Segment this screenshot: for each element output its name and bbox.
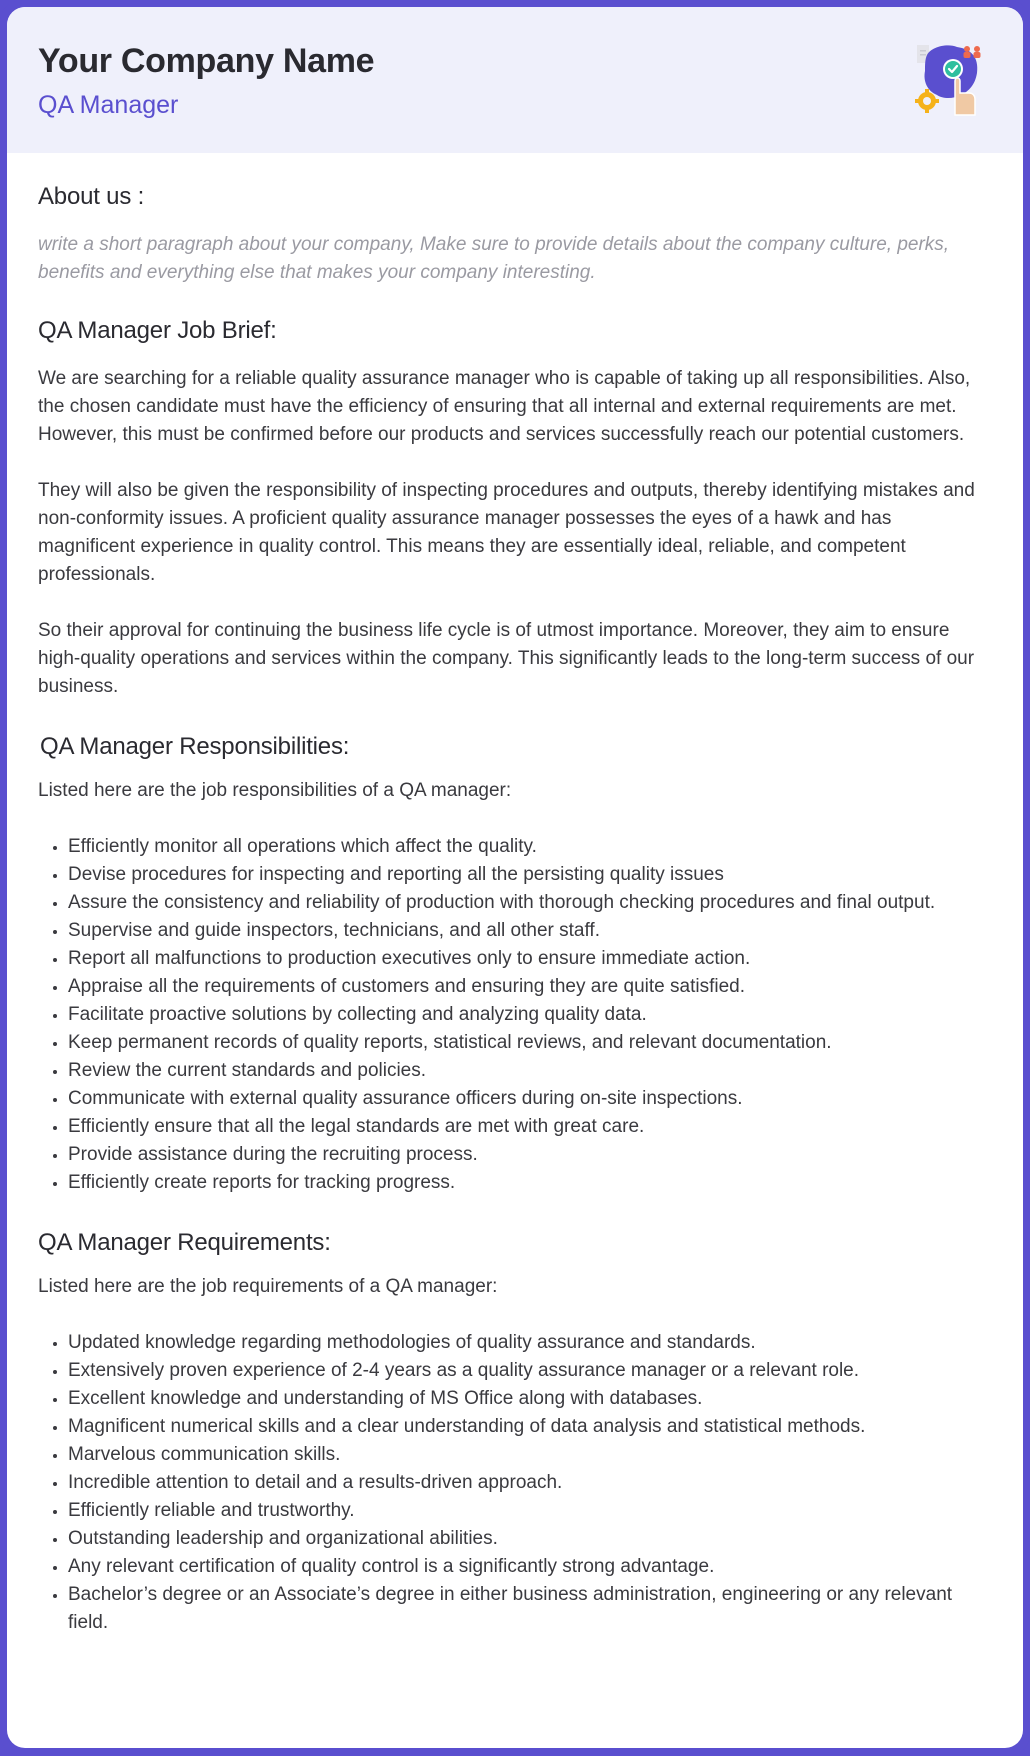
job-brief-paragraph: So their approval for continuing the business life cycle is of utmost importance. Moreover, they aim to ensure high-quality operations and services within the company. This significantly leads to the long-term success of our business.: [38, 620, 975, 697]
list-item: • Efficiently reliable and trustworthy.: [68, 1497, 992, 1525]
list-item: • Review the current standards and policies.: [68, 1057, 992, 1085]
responsibilities-heading: QA Manager Responsibilities:: [40, 733, 350, 760]
list-item: • Efficiently ensure that all the legal standards are met with great care.: [68, 1113, 992, 1141]
about-placeholder-text: write a short paragraph about your company, Make sure to provide details about the company culture, perks, benefits and everything else that makes your company interesting.: [38, 234, 950, 283]
responsibilities-list: [38, 833, 992, 1197]
list-item: • Extensively proven experience of 2-4 years as a quality assurance manager or a relevant role.: [68, 1357, 992, 1385]
company-name: Your Company Name: [38, 42, 375, 80]
list-item: • Outstanding leadership and organizational abilities.: [68, 1525, 992, 1553]
list-item: • Appraise all the requirements of customers and ensuring they are quite satisfied.: [68, 973, 992, 1001]
list-item: • Supervise and guide inspectors, technicians, and all other staff.: [68, 917, 992, 945]
list-item: • Excellent knowledge and understanding of MS Office along with databases.: [68, 1385, 992, 1413]
header: [7, 7, 1023, 153]
list-item: • Magnificent numerical skills and a clear understanding of data analysis and statistical methods.: [68, 1413, 992, 1441]
list-item: • Any relevant certification of quality control is a significantly strong advantage.: [68, 1553, 992, 1581]
list-item: • Incredible attention to detail and a results-driven approach.: [68, 1469, 992, 1497]
about-heading: About us :: [38, 183, 145, 210]
list-item: • Marvelous communication skills.: [68, 1441, 992, 1469]
list-item: • Efficiently monitor all operations which affect the quality.: [68, 833, 992, 861]
list-item: • Bachelor’s degree or an Associate’s degree in either business administration, engineering or any relevant field.: [68, 1581, 992, 1637]
responsibilities-intro: Listed here are the job responsibilities of a QA manager:: [38, 780, 512, 801]
list-item: • Updated knowledge regarding methodologies of quality assurance and standards.: [68, 1329, 992, 1357]
job-brief-heading: QA Manager Job Brief:: [38, 317, 277, 344]
job-description-card: [7, 7, 1023, 1748]
list-item: • Assure the consistency and reliability of production with thorough checking procedures and final output.: [68, 889, 992, 917]
job-brief-paragraph: They will also be given the responsibility of inspecting procedures and outputs, thereby identifying mistakes and non-conformity issues. A proficient quality assurance manager possesses the eyes of a hawk and has magnificent experience in quality control. This means they are essentially ideal, reliable, and competent professionals.: [38, 480, 975, 585]
list-item: • Provide assistance during the recruiting process.: [68, 1141, 992, 1169]
list-item: • Keep permanent records of quality reports, statistical reviews, and relevant documentation.: [68, 1029, 992, 1057]
list-item: • Communicate with external quality assurance officers during on-site inspections.: [68, 1085, 992, 1113]
requirements-intro: Listed here are the job requirements of a QA manager:: [38, 1276, 498, 1297]
content: [7, 153, 1023, 1637]
list-item: • Efficiently create reports for tracking progress.: [68, 1169, 992, 1197]
requirements-list: [38, 1329, 992, 1637]
job-brief-paragraph: We are searching for a reliable quality assurance manager who is capable of taking up all responsibilities. Also, the chosen candidate must have the efficiency of ensuring that all internal and external requirements are met. However, this must be confirmed before our products and services successfully reach our potential customers.: [38, 368, 971, 445]
job-title: QA Manager: [38, 91, 179, 119]
requirements-heading: QA Manager Requirements:: [38, 1229, 331, 1256]
qa-checklist-hand-gear-icon: [913, 41, 993, 121]
list-item: • Facilitate proactive solutions by collecting and analyzing quality data.: [68, 1001, 992, 1029]
list-item: • Devise procedures for inspecting and reporting all the persisting quality issues: [68, 861, 992, 889]
list-item: • Report all malfunctions to production executives only to ensure immediate action.: [68, 945, 992, 973]
